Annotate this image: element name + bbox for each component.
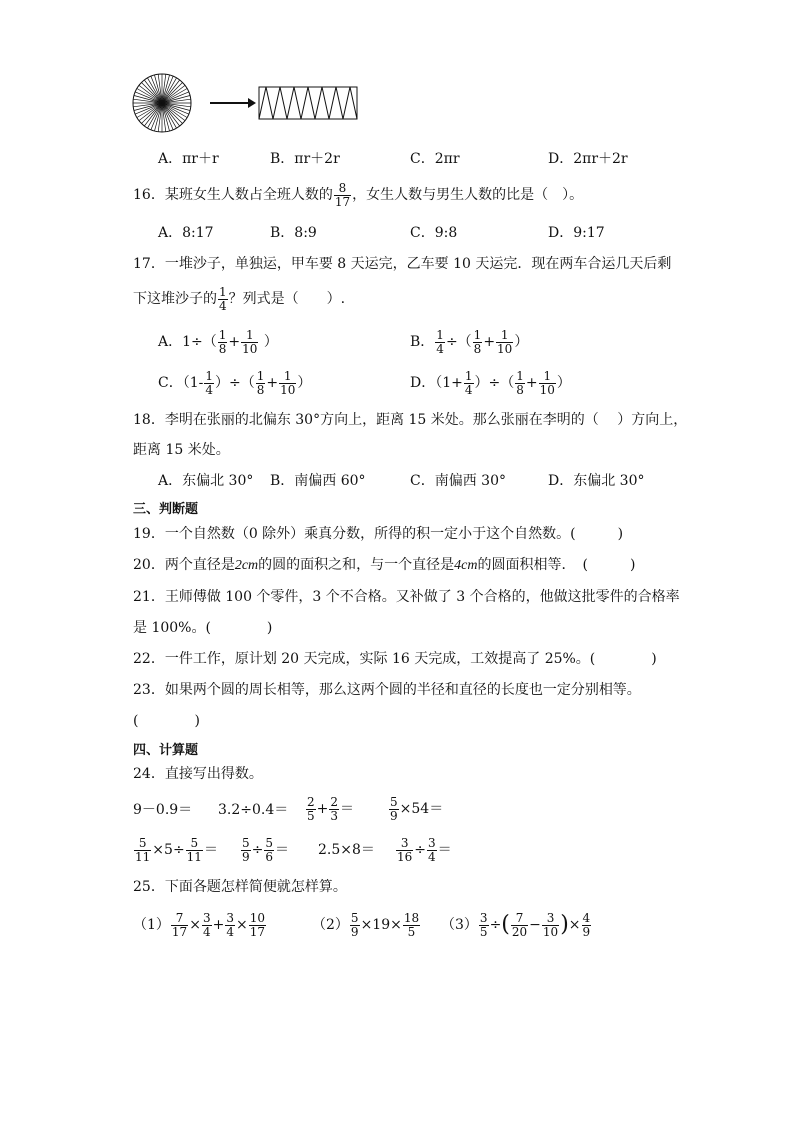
q18-line2: 距离 15 米处。 bbox=[133, 442, 230, 458]
q25-title: 25．下面各题怎样简便就怎样算。 bbox=[133, 879, 347, 895]
sectored-circle bbox=[133, 74, 191, 132]
q16-option-b[interactable]: B．8:9 bbox=[270, 225, 317, 241]
q16-option-d[interactable]: D．9:17 bbox=[548, 225, 605, 241]
q17-option-b[interactable]: B． $\frac{1}{4}$ ÷（ $\frac{1}{8}$ + $\frac{1}{10}$ ） bbox=[410, 327, 529, 356]
q24-expr-8: $\frac{3}{16}$ ÷ $\frac{3}{4}$ ＝ bbox=[397, 835, 452, 864]
right-paren: ) bbox=[560, 912, 569, 937]
q18-option-c[interactable]: C．南偏西 30° bbox=[410, 473, 506, 489]
q22: 22．一件工作，原计划 20 天完成，实际 16 天完成，工效提高了 25%。( ) bbox=[133, 651, 657, 667]
q19: 19．一个自然数（0 除外）乘真分数，所得的积一定小于这个自然数。( ) bbox=[133, 526, 624, 542]
q17-option-d[interactable]: D．（1+ $\frac{1}{4}$ ）÷（ $\frac{1}{8}$ + $\frac{1}{10}$ ） bbox=[410, 368, 571, 397]
q15-option-b[interactable]: B．πr＋2r bbox=[270, 151, 340, 167]
q18-option-d[interactable]: D．东偏北 30° bbox=[548, 473, 645, 489]
q15-option-c[interactable]: C．2πr bbox=[410, 151, 460, 167]
q17-option-c[interactable]: C．（1- $\frac{1}{4}$ ）÷（ $\frac{1}{8}$ + $\frac{1}{10}$ ） bbox=[158, 368, 312, 397]
q24-expr-4: $\frac{5}{9}$ ×54＝ bbox=[390, 794, 444, 823]
q23-line1: 23．如果两个圆的周长相等，那么这两个圆的半径和直径的长度也一定分别相等。 bbox=[133, 682, 641, 698]
q16-option-c[interactable]: C．9:8 bbox=[410, 225, 458, 241]
q24-expr-6: $\frac{5}{9}$ ÷ $\frac{5}{6}$ ＝ bbox=[242, 835, 290, 864]
q18-option-a[interactable]: A．东偏北 30° bbox=[158, 473, 254, 489]
q16-question bbox=[133, 178, 583, 212]
q16-option-a[interactable]: A．8:17 bbox=[158, 225, 214, 241]
section-calculation-heading: 四、计算题 bbox=[133, 743, 199, 758]
circle-to-rectangle-figure bbox=[130, 72, 370, 134]
q24-expr-2: 3.2÷0.4＝ bbox=[218, 802, 289, 818]
arrow-head-icon bbox=[248, 98, 256, 108]
q24-title: 24．直接写出得数。 bbox=[133, 766, 263, 782]
q15-option-a[interactable]: A．πr＋r bbox=[158, 151, 219, 167]
q16-fraction: $\frac{8}{17}$ bbox=[334, 180, 351, 209]
q25-expr-2: （2） $\frac{5}{9}$ ×19× $\frac{18}{5}$ bbox=[312, 910, 420, 939]
q20: 20．两个直径是2cm的圆的面积之和，与一个直径是4cm的圆面积相等． ( ) bbox=[133, 557, 636, 573]
q16-suffix: ，女生人数与男生人数的比是（ ）。 bbox=[352, 187, 584, 203]
q24-expr-3: $\frac{2}{5}$ + $\frac{2}{3}$ ＝ bbox=[307, 794, 355, 823]
q24-expr-7: 2.5×8＝ bbox=[318, 842, 375, 858]
q15-option-d[interactable]: D．2πr＋2r bbox=[548, 151, 628, 167]
section-judgment-heading: 三、判断题 bbox=[133, 502, 199, 517]
q17-line2: 下这堆沙子的 $\frac{1}{4}$ ？列式是（ ）. bbox=[133, 284, 346, 313]
q24-expr-1: 9－0.9＝ bbox=[133, 802, 193, 818]
left-paren: ( bbox=[501, 912, 510, 937]
q18-line1: 18．李明在张丽的北偏东 30°方向上，距离 15 米处。那么张丽在李明的（ ）方向上， bbox=[133, 412, 688, 428]
q21-line2: 是 100%。( ) bbox=[133, 620, 273, 636]
q16-prefix: 16．某班女生人数占全班人数的 bbox=[133, 187, 333, 203]
q23-line2: ( ) bbox=[133, 713, 200, 729]
q17-line1: 17．一堆沙子，单独运，甲车要 8 天运完，乙车要 10 天运完．现在两车合运几天后剩 bbox=[133, 256, 672, 272]
q18-option-b[interactable]: B．南偏西 60° bbox=[270, 473, 366, 489]
q21-line1: 21．王师傅做 100 个零件，3 个不合格。又补做了 3 个合格的，他做这批零件的合格率 bbox=[133, 589, 680, 605]
q25-expr-1: （1） $\frac{7}{17}$ × $\frac{3}{4}$ + $\frac{3}{4}$ × $\frac{10}{17}$ bbox=[133, 910, 265, 939]
q17-option-a[interactable]: A．1÷（ $\frac{1}{8}$ + $\frac{1}{10}$ ） bbox=[158, 327, 278, 356]
q24-expr-5: $\frac{5}{11}$ ×5÷ $\frac{5}{11}$ ＝ bbox=[135, 835, 218, 864]
q25-expr-3: （3） $\frac{3}{5}$ ÷( $\frac{7}{20}$ − $\frac{3}{10}$ )× $\frac{4}{9}$ bbox=[441, 910, 591, 939]
